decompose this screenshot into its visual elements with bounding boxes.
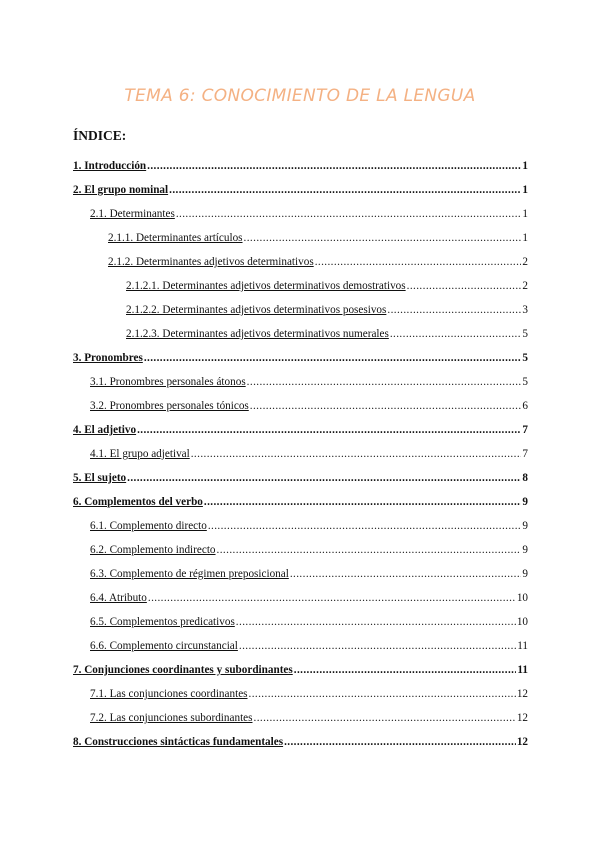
toc-entry-label[interactable]: 3.1. Pronombres personales átonos [90, 376, 246, 388]
toc-entry[interactable] [73, 256, 528, 280]
toc-entry[interactable] [73, 664, 528, 688]
toc-entry-label[interactable]: 3. Pronombres [73, 352, 143, 364]
toc-entry[interactable] [73, 280, 528, 304]
toc-page-number: 9 [522, 568, 528, 580]
toc-dot-leader [390, 328, 522, 340]
toc-entry[interactable] [73, 208, 528, 232]
toc-page-number: 9 [522, 520, 528, 532]
toc-page-number: 11 [517, 664, 528, 676]
toc-entry-label[interactable]: 6.6. Complemento circunstancial [90, 640, 238, 652]
toc-page-number: 9 [522, 496, 528, 508]
toc-entry-label[interactable]: 4.1. El grupo adjetival [90, 448, 190, 460]
toc-dot-leader [290, 568, 522, 580]
toc-page-number: 1 [522, 232, 528, 244]
toc-dot-leader [169, 184, 521, 196]
toc-dot-leader [407, 280, 522, 292]
toc-entry-label[interactable]: 7. Conjunciones coordinantes y subordinantes [73, 664, 293, 676]
toc-entry-label[interactable]: 2.1.2.1. Determinantes adjetivos determinativos demostrativos [126, 280, 406, 292]
toc-page-number: 5 [522, 328, 528, 340]
toc-dot-leader [294, 664, 517, 676]
toc-dot-leader [239, 640, 516, 652]
toc-entry-label[interactable]: 8. Construcciones sintácticas fundamentales [73, 736, 284, 748]
toc-entry[interactable] [73, 400, 528, 424]
toc-entry[interactable] [73, 688, 528, 712]
toc-page-number: 2 [522, 280, 528, 292]
toc-entry-label[interactable]: 7.2. Las conjunciones subordinantes [90, 712, 253, 724]
table-of-contents [73, 160, 528, 760]
toc-page-number: 7 [522, 448, 528, 460]
toc-entry-label[interactable]: 6.5. Complementos predicativos [90, 616, 235, 628]
toc-page-number: 10 [516, 592, 528, 604]
toc-page-number: 1 [522, 160, 528, 172]
toc-entry-label[interactable]: 2.1.2. Determinantes adjetivos determinativos [108, 256, 314, 268]
toc-dot-leader [387, 304, 521, 316]
toc-page-number: 5 [522, 352, 528, 364]
index-heading: ÍNDICE: [73, 128, 127, 143]
toc-entry[interactable] [73, 736, 528, 760]
toc-dot-leader [176, 208, 522, 220]
toc-entry[interactable] [73, 472, 528, 496]
toc-dot-leader [204, 496, 522, 508]
toc-page-number: 12 [516, 688, 528, 700]
toc-dot-leader [147, 160, 521, 172]
toc-entry-label[interactable]: 6.3. Complemento de régimen preposicional [90, 568, 289, 580]
toc-page-number: 12 [516, 712, 528, 724]
toc-entry-label[interactable]: 4. El adjetivo [73, 424, 137, 436]
toc-page-number: 12 [516, 736, 528, 748]
toc-entry-label[interactable]: 6.2. Complemento indirecto [90, 544, 216, 556]
toc-dot-leader [191, 448, 522, 460]
toc-entry-label[interactable]: 2.1.1. Determinantes artículos [108, 232, 243, 244]
toc-entry[interactable] [73, 160, 528, 184]
toc-entry[interactable] [73, 544, 528, 568]
toc-dot-leader [247, 376, 522, 388]
toc-page-number: 7 [522, 424, 528, 436]
toc-entry[interactable] [73, 448, 528, 472]
toc-dot-leader [144, 352, 522, 364]
toc-page-number: 3 [522, 304, 528, 316]
toc-entry[interactable] [73, 592, 528, 616]
toc-entry[interactable] [73, 712, 528, 736]
document-title: TEMA 6: CONOCIMIENTO DE LA LENGUA [124, 86, 476, 106]
toc-page-number: 1 [522, 208, 528, 220]
toc-dot-leader [148, 592, 516, 604]
toc-entry[interactable] [73, 184, 528, 208]
toc-entry[interactable] [73, 520, 528, 544]
toc-entry[interactable] [73, 328, 528, 352]
toc-entry-label[interactable]: 2. El grupo nominal [73, 184, 169, 196]
toc-entry-label[interactable]: 2.1.2.2. Determinantes adjetivos determinativos posesivos [126, 304, 387, 316]
toc-dot-leader [250, 400, 522, 412]
toc-entry[interactable] [73, 568, 528, 592]
toc-entry[interactable] [73, 232, 528, 256]
toc-page-number: 9 [522, 544, 528, 556]
toc-dot-leader [244, 232, 522, 244]
toc-entry[interactable] [73, 616, 528, 640]
toc-entry-label[interactable]: 2.1.2.3. Determinantes adjetivos determinativos numerales [126, 328, 389, 340]
toc-entry[interactable] [73, 640, 528, 664]
toc-dot-leader [127, 472, 521, 484]
toc-page-number: 2 [522, 256, 528, 268]
toc-page-number: 8 [522, 472, 528, 484]
toc-entry-label[interactable]: 7.1. Las conjunciones coordinantes [90, 688, 248, 700]
toc-entry-label[interactable]: 1. Introducción [73, 160, 147, 172]
toc-entry-label[interactable]: 3.2. Pronombres personales tónicos [90, 400, 249, 412]
toc-dot-leader [249, 688, 516, 700]
toc-entry[interactable] [73, 424, 528, 448]
toc-page-number: 5 [522, 376, 528, 388]
toc-dot-leader [236, 616, 516, 628]
toc-entry-label[interactable]: 5. El sujeto [73, 472, 127, 484]
toc-dot-leader [208, 520, 522, 532]
toc-page-number: 11 [517, 640, 528, 652]
toc-entry[interactable] [73, 352, 528, 376]
toc-page-number: 1 [522, 184, 528, 196]
toc-dot-leader [315, 256, 522, 268]
toc-dot-leader [284, 736, 516, 748]
toc-page-number: 10 [516, 616, 528, 628]
toc-entry-label[interactable]: 6. Complementos del verbo [73, 496, 203, 508]
toc-entry-label[interactable]: 6.1. Complemento directo [90, 520, 207, 532]
toc-dot-leader [217, 544, 522, 556]
toc-entry[interactable] [73, 376, 528, 400]
toc-entry[interactable] [73, 304, 528, 328]
toc-dot-leader [137, 424, 521, 436]
toc-page-number: 6 [522, 400, 528, 412]
toc-entry-label[interactable]: 2.1. Determinantes [90, 208, 175, 220]
toc-entry-label[interactable]: 6.4. Atributo [90, 592, 147, 604]
toc-entry[interactable] [73, 496, 528, 520]
toc-dot-leader [254, 712, 516, 724]
